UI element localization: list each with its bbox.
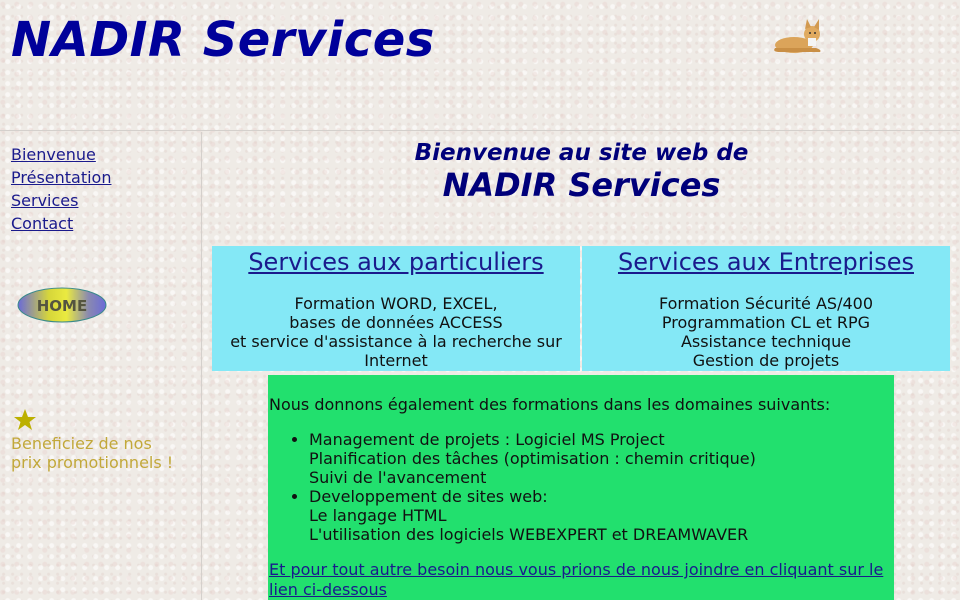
description-line: et service d'assistance à la recherche sur [230,332,562,351]
welcome-company-name: NADIR Services [442,166,721,204]
services-entreprises-description [582,294,950,370]
training-line: Planification des tâches (optimisation : chemin critique) [309,449,756,468]
trainings-intro: Nous donnons également des formations dans les domaines suivants: [269,395,831,414]
training-line: Suivi de l'avancement [309,468,487,487]
welcome-heading: Bienvenue au site web de [414,140,749,166]
site-title: NADIR Services [11,12,435,68]
services-entreprises-panel [582,246,950,371]
services-particuliers-panel [212,246,580,371]
trainings-panel [268,375,894,600]
description-line: Assistance technique [680,332,852,351]
description-line: Internet [364,351,428,370]
sidebar [0,132,202,600]
sidebar-nav [11,143,111,235]
services-particuliers-description [212,294,580,370]
nav-link-services[interactable]: Services [11,191,79,210]
nav-link-bienvenue[interactable]: Bienvenue [11,145,96,164]
services-entreprises-link[interactable]: Services aux Entreprises [617,248,914,276]
description-line: bases de données ACCESS [289,313,503,332]
promo-line-2: prix promotionnels ! [11,453,174,472]
promo-line-1: Beneficiez de nos [11,434,152,453]
page-header [0,0,960,131]
services-particuliers-link[interactable]: Services aux particuliers [248,248,544,276]
description-line: Formation WORD, EXCEL, [294,294,498,313]
training-line: L'utilisation des logiciels WEBEXPERT et DREAMWAVER [309,525,749,544]
training-item-web-development [309,487,894,544]
nav-link-presentation[interactable]: Présentation [11,168,112,187]
training-line: • Developpement de sites web: [309,487,548,506]
description-line: Programmation CL et RPG [661,313,871,332]
home-button[interactable] [17,286,107,324]
contact-us-link[interactable]: Et pour tout autre besoin nous vous prions de nous joindre en cliquant sur le lien ci-dessous [269,560,884,599]
training-line: • Management de projets : Logiciel MS Project [309,430,665,449]
trainings-list [309,430,894,544]
main-content [203,132,960,600]
training-item-project-management [309,430,894,487]
promo-text [11,434,173,472]
star-icon [13,408,37,432]
home-button-label: HOME [36,297,88,315]
description-line: Gestion de projets [692,351,840,370]
training-line: Le langage HTML [309,506,447,525]
nav-link-contact[interactable]: Contact [11,214,74,233]
cat-mascot-icon [772,18,826,56]
description-line: Formation Sécurité AS/400 [658,294,874,313]
